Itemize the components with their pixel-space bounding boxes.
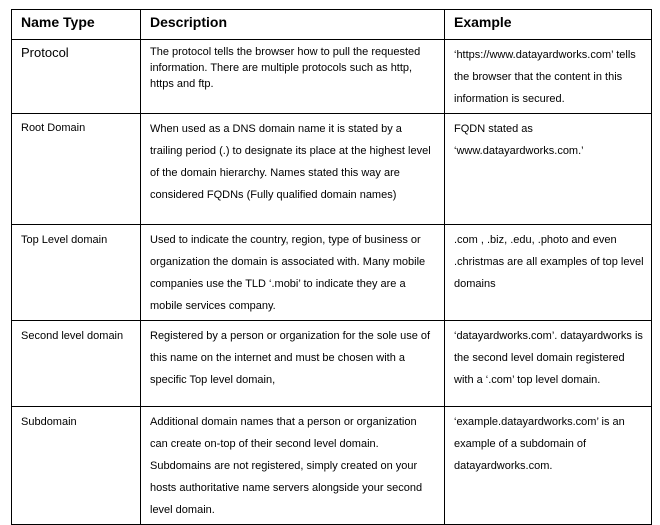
table-row: [12, 40, 652, 114]
header-example: Example: [445, 10, 652, 40]
row-description: When used as a DNS domain name it is stated by a trailing period (.) to designate its place at the highest level of the domain hierarchy. Names stated this way are considered FQDNs (Fully qualified domain names): [141, 114, 445, 225]
row-name: Second level domain: [12, 321, 141, 407]
row-name: Root Domain: [12, 114, 141, 225]
row-example: ‘datayardworks.com’. datayardworks is the second level domain registered with a ‘.com’ top level domain.: [445, 321, 652, 407]
table-row: [12, 114, 652, 225]
row-example: FQDN stated as ‘www.datayardworks.com.’: [445, 114, 652, 225]
row-description: Used to indicate the country, region, type of business or organization the domain is associated with. Many mobile companies use the TLD ‘.mobi’ to indicate they are a mobile services company.: [141, 225, 445, 321]
row-name: Top Level domain: [12, 225, 141, 321]
row-name: Subdomain: [12, 407, 141, 525]
table-header-row: [12, 10, 652, 40]
header-name-type: Name Type: [12, 10, 141, 40]
row-example: ‘https://www.datayardworks.com’ tells the browser that the content in this information is secured.: [445, 40, 652, 114]
row-description: Registered by a person or organization for the sole use of this name on the internet and must be chosen with a specific Top level domain,: [141, 321, 445, 407]
row-name: Protocol: [12, 40, 141, 114]
table-row: [12, 225, 652, 321]
row-description: Additional domain names that a person or organization can create on-top of their second level domain. Subdomains are not registered, simply created on your hosts authoritative name servers alongside your second level domain.: [141, 407, 445, 525]
domain-types-table: [11, 9, 652, 525]
table-row: [12, 321, 652, 407]
row-description: The protocol tells the browser how to pull the requested information. There are multiple protocols such as http, https and ftp.: [141, 40, 445, 114]
table-row: [12, 407, 652, 525]
row-example: .com , .biz, .edu, .photo and even .christmas are all examples of top level domains: [445, 225, 652, 321]
row-example: ‘example.datayardworks.com’ is an example of a subdomain of datayardworks.com.: [445, 407, 652, 525]
header-description: Description: [141, 10, 445, 40]
